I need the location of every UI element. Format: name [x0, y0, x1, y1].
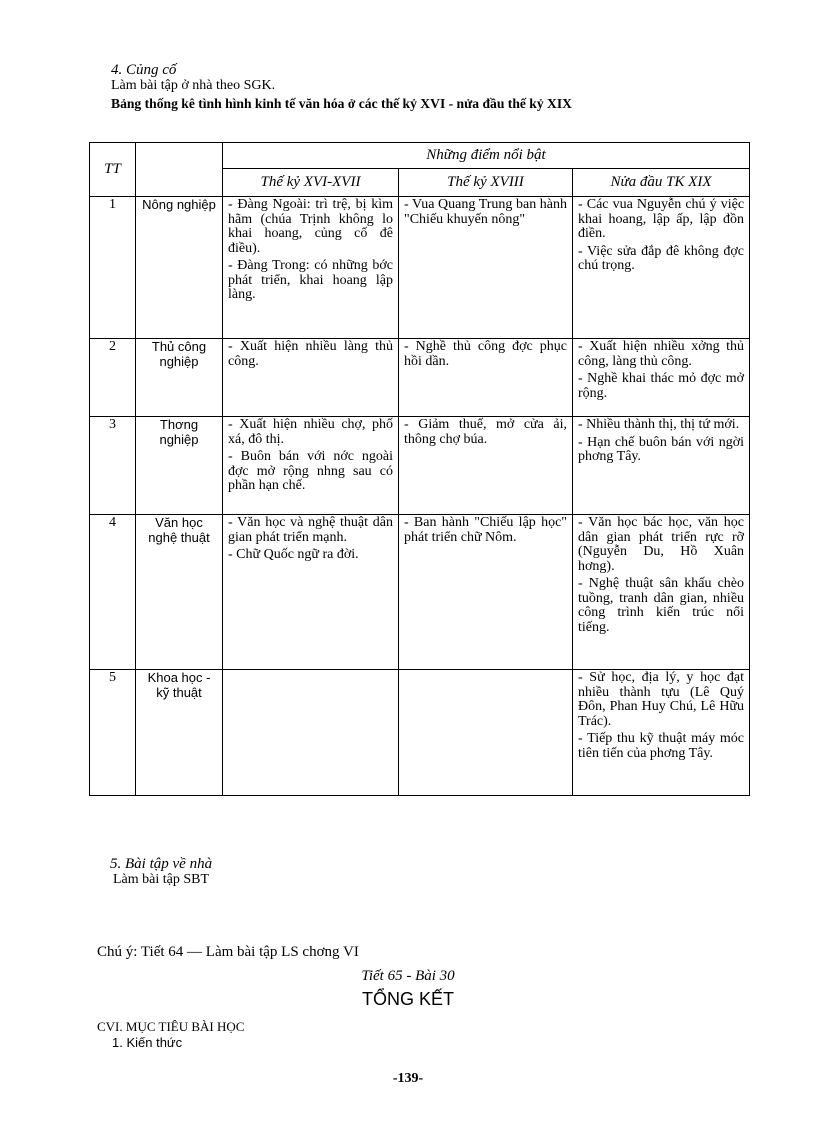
cell-c3: - Nhiều thành thị, thị tứ mới. - Hạn chế buôn bán với ngời phơng Tây. [573, 417, 750, 515]
header-tt: TT [90, 143, 136, 197]
row-category: Thơng nghiệp [136, 417, 223, 515]
cell-c1: - Xuất hiện nhiều chợ, phố xá, đô thị. - Buôn bán với nớc ngoài đợc mở rộng nhng sau có phần hạn chế. [223, 417, 399, 515]
cell-c3: - Văn học bác học, văn học dân gian phát triển rực rỡ (Nguyễn Du, Hồ Xuân hơng). - Nghệ thuật sân khấu chèo tuồng, tranh dân gian, nhiều công trình kiến trúc nổi tiếng. [573, 515, 750, 670]
economy-culture-table [89, 142, 750, 796]
row-number: 4 [90, 515, 136, 670]
section-4-line-1: Làm bài tập ở nhà theo SGK. [111, 78, 276, 93]
cell-c2: - Nghề thủ công đợc phục hồi dần. [399, 339, 573, 417]
lesson-subtitle: Tiết 65 - Bài 30 [361, 968, 455, 984]
table-row [90, 197, 750, 339]
row-category: Khoa học - kỹ thuật [136, 670, 223, 796]
row-category: Nông nghiệp [136, 197, 223, 339]
header-group: Những điểm nổi bật [223, 143, 750, 169]
cell-c1: - Xuất hiện nhiều làng thủ công. [223, 339, 399, 417]
note-line: Chú ý: Tiết 64 — Làm bài tập LS chơng VI [97, 944, 359, 960]
section-4-heading: 4. Củng cố [111, 62, 177, 78]
cell-c1: - Đàng Ngoài: trì trệ, bị kìm hãm (chúa Trịnh không lo khai hoang, củng cố đê điều). - Đàng Trong: có những bớc phát triển, khai hoang lập làng. [223, 197, 399, 339]
cell-c3: - Xuất hiện nhiều xởng thủ công, làng thủ công. - Nghề khai thác mỏ đợc mở rộng. [573, 339, 750, 417]
objectives-item-1: 1. Kiến thức [112, 1035, 183, 1050]
row-number: 3 [90, 417, 136, 515]
row-category: Văn học nghệ thuật [136, 515, 223, 670]
header-col-2: Thế kỷ XVIII [399, 169, 573, 197]
section-4-line-2: Bảng thống kê tình hình kinh tế văn hóa ở các thế kỷ XVI - nửa đầu thế kỷ XIX [111, 96, 572, 111]
table-row [90, 515, 750, 670]
cell-c3: - Sử học, địa lý, y học đạt nhiều thành tựu (Lê Quý Đôn, Phan Huy Chú, Lê Hữu Trác). - Tiếp thu kỹ thuật máy móc tiên tiến của phơng Tây. [573, 670, 750, 796]
table-row [90, 339, 750, 417]
row-number: 1 [90, 197, 136, 339]
objectives-heading: CVI. MỤC TIÊU BÀI HỌC [97, 1019, 245, 1034]
cell-c2: - Vua Quang Trung ban hành "Chiếu khuyến nông" [399, 197, 573, 339]
header-category [136, 143, 223, 197]
row-number: 5 [90, 670, 136, 796]
lesson-title: TỔNG KẾT [361, 989, 454, 1009]
cell-c1: - Văn học và nghệ thuật dân gian phát triển mạnh. - Chữ Quốc ngữ ra đời. [223, 515, 399, 670]
table-row [90, 417, 750, 515]
cell-c3: - Các vua Nguyễn chú ý việc khai hoang, lập ấp, lập đồn điền. - Việc sửa đắp đê không đợc chú trọng. [573, 197, 750, 339]
page-number: -139- [392, 1071, 424, 1086]
cell-c2: - Ban hành "Chiếu lập học" phát triển chữ Nôm. [399, 515, 573, 670]
row-number: 2 [90, 339, 136, 417]
header-col-3: Nửa đầu TK XIX [573, 169, 750, 197]
cell-c2 [399, 670, 573, 796]
cell-c2: - Giảm thuế, mở cửa ải, thông chợ búa. [399, 417, 573, 515]
cell-c1 [223, 670, 399, 796]
header-col-1: Thế kỷ XVI-XVII [223, 169, 399, 197]
section-5-line-1: Làm bài tập SBT [113, 872, 210, 887]
table-row [90, 670, 750, 796]
section-5-heading: 5. Bài tập về nhà [110, 856, 213, 872]
row-category: Thủ công nghiệp [136, 339, 223, 417]
